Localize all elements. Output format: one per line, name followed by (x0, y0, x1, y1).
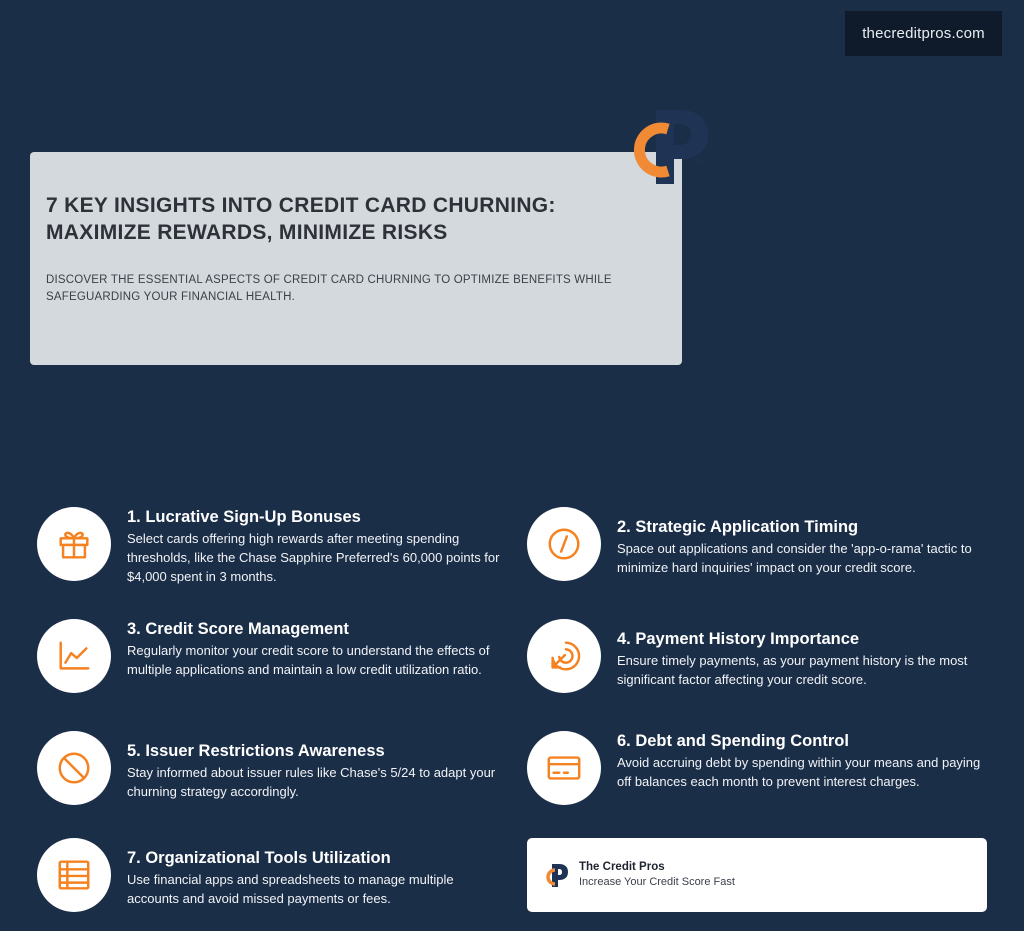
insight-description: Space out applications and consider the 'app-o-rama' tactic to minimize hard inquiries' impact on your credit score. (617, 541, 972, 575)
insight-description: Use financial apps and spreadsheets to manage multiple accounts and avoid missed payments or fees. (127, 872, 454, 906)
credit-card-icon (527, 731, 601, 805)
insight-4 (527, 619, 997, 693)
brand-name: The Credit Pros (579, 861, 665, 873)
page-title: 7 KEY INSIGHTS INTO CREDIT CARD CHURNING: MAXIMIZE REWARDS, MINIMIZE RISKS (46, 194, 556, 244)
insight-title: 5. Issuer Restrictions Awareness (127, 742, 385, 760)
line-chart-icon (37, 619, 111, 693)
brand-card[interactable] (527, 838, 987, 912)
insight-1 (37, 507, 507, 586)
table-icon (37, 838, 111, 912)
insight-title: 2. Strategic Application Timing (617, 518, 859, 536)
page-subtitle: DISCOVER THE ESSENTIAL ASPECTS OF CREDIT CARD CHURNING TO OPTIMIZE BENEFITS WHILE SAFEGUARDING YOUR FINANCIAL HEALTH. (46, 274, 612, 303)
insight-title: 1. Lucrative Sign-Up Bonuses (127, 508, 361, 526)
insight-description: Regularly monitor your credit score to understand the effects of multiple applications and maintain a low credit utilization ratio. (127, 643, 490, 677)
domain-badge[interactable]: thecreditpros.com (845, 11, 1002, 56)
insight-title: 6. Debt and Spending Control (617, 732, 849, 750)
insight-title: 3. Credit Score Management (127, 620, 349, 638)
hero-card (30, 152, 682, 365)
insight-description: Avoid accruing debt by spending within your means and paying off balances each month to prevent interest charges. (617, 755, 981, 789)
insight-5 (37, 731, 507, 805)
clock-icon (527, 507, 601, 581)
insight-title: 7. Organizational Tools Utilization (127, 849, 391, 867)
insight-description: Stay informed about issuer rules like Chase's 5/24 to adapt your churning strategy accordingly. (127, 765, 496, 799)
prohibited-icon (37, 731, 111, 805)
insight-2 (527, 507, 997, 581)
brand-tagline: Increase Your Credit Score Fast (579, 876, 735, 888)
target-arrow-icon (527, 619, 601, 693)
insight-description: Select cards offering high rewards after meeting spending thresholds, like the Chase Sapphire Preferred's 60,000 points for $4,000 spent in 3 months. (127, 531, 500, 584)
insight-7 (37, 838, 507, 912)
credit-pros-logo (541, 862, 569, 888)
gift-icon (37, 507, 111, 581)
insight-title: 4. Payment History Importance (617, 630, 860, 648)
insight-3 (37, 619, 507, 693)
credit-pros-logo (622, 102, 714, 186)
insight-6 (527, 731, 997, 805)
svg-text:TM: TM (695, 159, 706, 166)
insight-description: Ensure timely payments, as your payment history is the most significant factor affecting your credit score. (617, 653, 968, 687)
